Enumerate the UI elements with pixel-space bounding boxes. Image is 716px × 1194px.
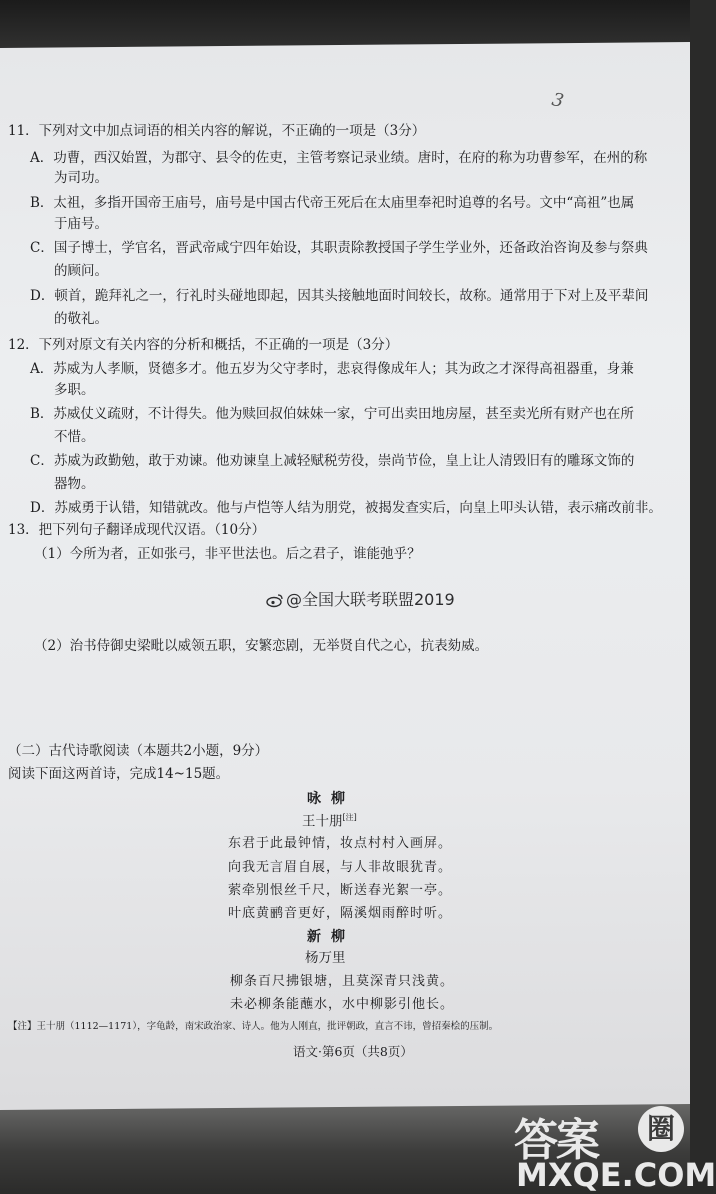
q11-option-d: D．顿首，跪拜礼之一，行礼时头碰地即起，因其头接触地面时间较长，故称。通常用于下对上及平辈间 <box>30 288 649 304</box>
q11-option-c-cont: 的顾问。 <box>54 263 108 279</box>
poem1-note-mark: [注] <box>342 813 357 822</box>
site-logo-circle: 圈 <box>638 1106 684 1152</box>
q12-option-b-cont: 不惜。 <box>54 429 95 445</box>
poem1-title: 咏柳 <box>307 791 355 807</box>
q13-stem: 13．把下列句子翻译成现代汉语。（10分） <box>8 522 266 538</box>
site-logo-watermark <box>510 1100 716 1194</box>
poem2-line-2: 未必柳条能蘸水，水中柳影引他长。 <box>230 997 455 1012</box>
q11-option-b-cont: 于庙号。 <box>54 216 108 232</box>
watermark-text: @全国大联考联盟2019 <box>286 590 455 609</box>
poem2-title: 新柳 <box>307 929 355 945</box>
poem1-author-name: 王十朋 <box>302 813 343 830</box>
q13-sentence-2: （2）治书侍御史梁毗以威领五职，安繁恋剧，无举贤自代之心，抗表劾威。 <box>34 638 489 654</box>
poem2-line-1: 柳条百尺拂银塘，且莫深青只浅黄。 <box>230 974 455 989</box>
poem1-author <box>302 814 357 829</box>
q12-option-d: D．苏威勇于认错，知错就改。他与卢恺等人结为朋党，被揭发查实后，向皇上叩头认错，表示痛改前非。 <box>30 500 662 516</box>
q11-option-d-cont: 的敬礼。 <box>54 311 108 327</box>
weibo-watermark <box>266 587 455 610</box>
q12-option-c-cont: 器物。 <box>54 476 95 492</box>
footnote: 【注】王十朋（1112—1171），字龟龄，南宋政治家、诗人。他为人刚直，批评朝政，直言不讳，曾招秦桧的压制。 <box>8 1021 499 1032</box>
poem1-line-2: 向我无言眉自展，与人非故眼犹青。 <box>228 860 453 875</box>
q11-stem: 11．下列对文中加点词语的相关内容的解说，不正确的一项是（3分） <box>8 123 426 139</box>
poem1-line-3: 萦牵别恨丝千尺，断送春光絮一亭。 <box>228 883 453 898</box>
site-logo-cn: 答案 <box>514 1115 598 1166</box>
weibo-icon <box>266 592 284 606</box>
q11-option-a: A．功曹，西汉始置，为郡守、县令的佐吏，主管考察记录业绩。唐时，在府的称为功曹参军，在州的称 <box>30 150 648 166</box>
q12-option-c: C．苏威为政勤勉，敢于劝谏。他劝谏皇上减轻赋税劳役，崇尚节俭，皇上让人清毁旧有的雕琢文饰的 <box>30 453 635 469</box>
q12-option-a-cont: 多职。 <box>54 382 95 398</box>
q11-option-b: B．太祖，多指开国帝王庙号，庙号是中国古代帝王死后在太庙里奉祀时追尊的名号。文中“高祖”也属 <box>30 195 635 211</box>
section-heading: （二）古代诗歌阅读（本题共2小题，9分） <box>8 743 269 759</box>
q13-sentence-1: （1）今所为者，正如张弓，非平世法也。后之君子，谁能弛乎？ <box>34 546 421 562</box>
q11-option-a-cont: 为司功。 <box>54 170 108 186</box>
poem1-line-1: 东君于此最钟情，妆点村村入画屏。 <box>228 836 453 851</box>
page-number-footer: 语文·第6页（共8页） <box>293 1044 413 1059</box>
q11-option-c: C．国子博士，学官名，晋武帝咸宁四年始设，其职责除教授国子学生学业外，还备政治咨询及参与祭典 <box>30 240 648 256</box>
handwritten-page-mark: 3 <box>549 89 566 112</box>
q12-option-b: B．苏威仗义疏财，不计得失。他为赎回叔伯妹妹一家，宁可出卖田地房屋，甚至卖光所有财产也在所 <box>30 406 634 422</box>
poem1-line-4: 叶底黄鹂音更好，隔溪烟雨醉时听。 <box>228 906 453 921</box>
section-instruction: 阅读下面这两首诗，完成14~15题。 <box>8 766 230 782</box>
site-logo-en: MXQE.COM <box>516 1156 716 1194</box>
poem2-author: 杨万里 <box>305 950 346 966</box>
q12-stem: 12．下列对原文有关内容的分析和概括，不正确的一项是（3分） <box>8 337 399 353</box>
q12-option-a: A．苏威为人孝顺，贤德多才。他五岁为父守孝时，悲哀得像成年人；其为政之才深得高祖器重，身兼 <box>30 361 634 377</box>
